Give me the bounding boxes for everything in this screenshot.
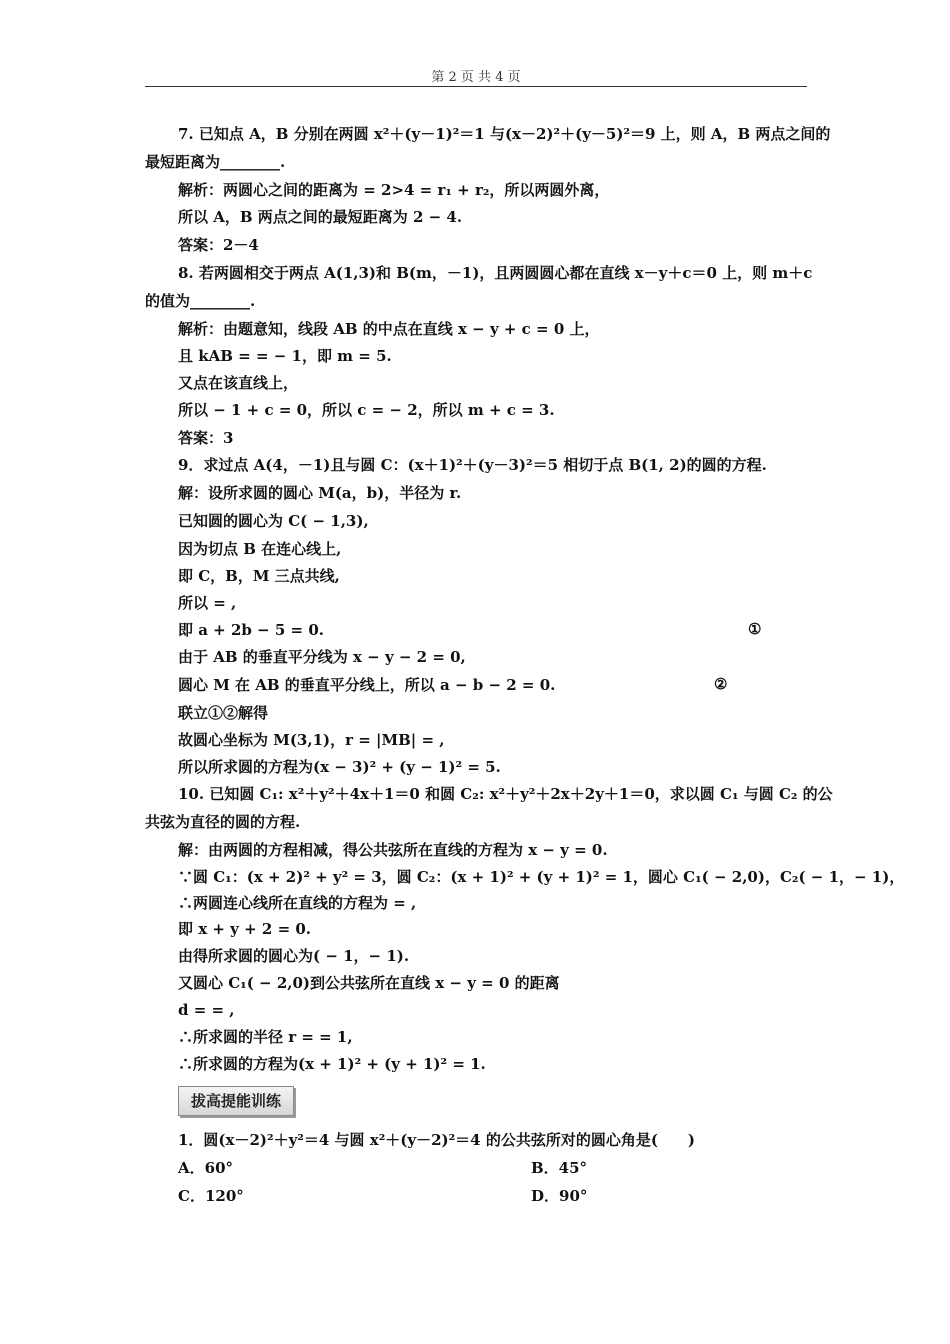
q9-solution-11: 所以所求圆的方程为(x − 3)² + (y − 1)² = 5. xyxy=(178,758,501,776)
q9-solution-1: 解：设所求圆的圆心 M(a，b)，半径为 r. xyxy=(178,484,462,502)
q10-solution-4: 即 x + y + 2 = 0. xyxy=(178,920,312,938)
q9-solution-6: 即 a + 2b − 5 = 0. xyxy=(178,621,325,639)
q9-line1: 9．求过点 A(4，－1)且与圆 C：(x＋1)²＋(y－3)²＝5 相切于点 B(1, 2)的圆的方程. xyxy=(178,456,767,474)
q9-solution-7: 由于 AB 的垂直平分线为 x − y − 2 = 0, xyxy=(178,648,466,666)
equation-marker-2: ② xyxy=(714,675,728,693)
section-title-badge: 拔高提能训练 xyxy=(178,1086,294,1116)
q10-solution-7: d = = , xyxy=(178,1001,235,1019)
equation-marker-1: ① xyxy=(748,620,762,638)
q9-solution-4: 即 C，B，M 三点共线, xyxy=(178,567,340,585)
q10-solution-1: 解：由两圆的方程相减，得公共弦所在直线的方程为 x − y = 0. xyxy=(178,841,608,859)
option-a: A．60° xyxy=(178,1159,234,1177)
q10-solution-2: ∵圆 C₁：(x + 2)² + y² = 3，圆 C₂：(x + 1)² + (y + 1)² = 1，圆心 C₁( − 2,0)，C₂( − 1，− 1)， xyxy=(178,868,905,886)
q9-solution-10: 故圆心坐标为 M(3,1)，r = |MB| = , xyxy=(178,731,445,749)
q10-solution-6: 又圆心 C₁( − 2,0)到公共弦所在直线 x − y = 0 的距离 xyxy=(178,974,560,992)
q8-solution-1: 解析：由题意知，线段 AB 的中点在直线 x − y + c = 0 上， xyxy=(178,320,600,338)
q8-solution-4: 所以 − 1 + c = 0，所以 c = − 2，所以 m + c = 3. xyxy=(178,401,555,419)
q10-solution-9: ∴所求圆的方程为(x + 1)² + (y + 1)² = 1. xyxy=(178,1055,486,1073)
q8-line1: 8. 若两圆相交于两点 A(1,3)和 B(m，－1)，且两圆圆心都在直线 x－y＋c＝0 上，则 m＋c xyxy=(178,264,813,282)
option-c: C．120° xyxy=(178,1187,244,1205)
header-rule xyxy=(145,86,807,87)
q7-line1: 7. 已知点 A，B 分别在两圆 x²＋(y－1)²＝1 与(x－2)²＋(y－5)²＝9 上，则 A，B 两点之间的 xyxy=(178,125,831,143)
q10-solution-3: ∴两圆连心线所在直线的方程为 = , xyxy=(178,894,417,912)
q7-line2: 最短距离为________. xyxy=(145,153,286,171)
option-d: D．90° xyxy=(531,1187,588,1205)
practice-q1-stem: 1．圆(x－2)²＋y²＝4 与圆 x²＋(y－2)²＝4 的公共弦所对的圆心角是( ) xyxy=(178,1131,696,1149)
q8-solution-3: 又点在该直线上， xyxy=(178,374,299,392)
q8-solution-2: 且 kAB = = − 1，即 m = 5. xyxy=(178,347,392,365)
q9-solution-3: 因为切点 B 在连心线上, xyxy=(178,540,342,558)
q7-solution-1: 解析：两圆心之间的距离为 = 2>4 = r₁ + r₂，所以两圆外离， xyxy=(178,181,610,199)
q9-solution-8: 圆心 M 在 AB 的垂直平分线上，所以 a − b − 2 = 0. xyxy=(178,676,556,694)
q7-answer: 答案：2－4 xyxy=(178,236,259,254)
q9-solution-2: 已知圆的圆心为 C( − 1,3), xyxy=(178,512,369,530)
q8-answer: 答案：3 xyxy=(178,429,234,447)
q10-solution-8: ∴所求圆的半径 r = = 1, xyxy=(178,1028,353,1046)
option-b: B．45° xyxy=(531,1159,588,1177)
page-header: 第 2 页 共 4 页 xyxy=(431,70,521,85)
q10-line2: 共弦为直径的圆的方程. xyxy=(145,813,301,831)
q7-solution-2: 所以 A，B 两点之间的最短距离为 2 − 4. xyxy=(178,208,463,226)
q10-line1: 10. 已知圆 C₁: x²＋y²＋4x＋1＝0 和圆 C₂: x²＋y²＋2x＋2y＋1＝0，求以圆 C₁ 与圆 C₂ 的公 xyxy=(178,785,833,803)
q9-solution-9: 联立①②解得 xyxy=(178,704,269,722)
q8-line2: 的值为________. xyxy=(145,292,256,310)
q10-solution-5: 由得所求圆的圆心为( − 1，− 1). xyxy=(178,947,410,965)
q9-solution-5: 所以 = , xyxy=(178,594,237,612)
